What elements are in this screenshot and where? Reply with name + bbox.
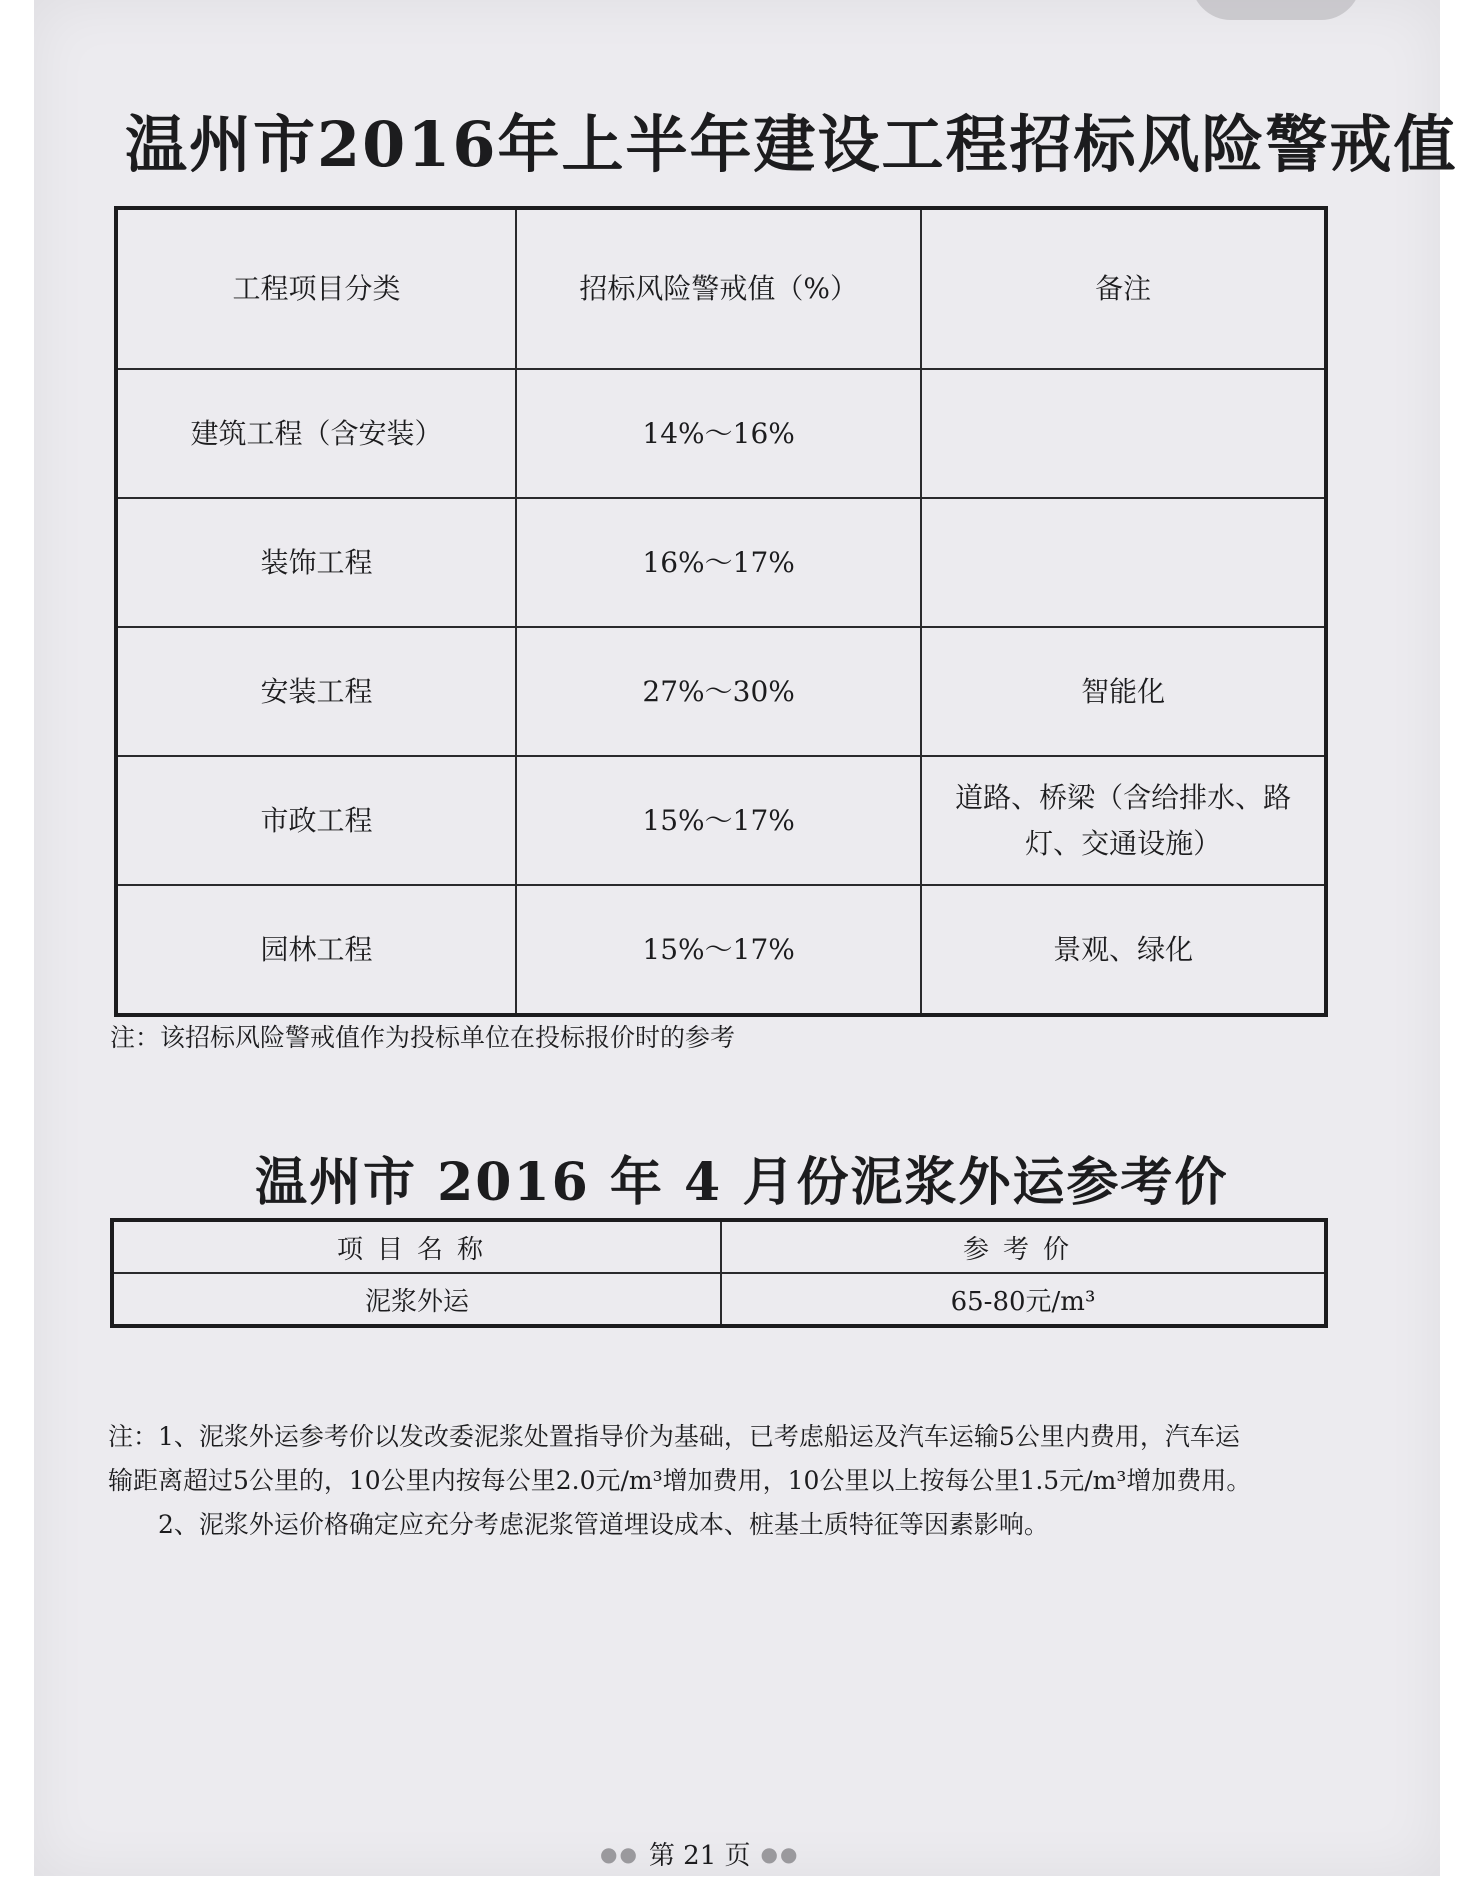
note-line: 2、泥浆外运价格确定应充分考虑泥浆管道埋设成本、桩基土质特征等因素影响。 — [158, 1510, 1049, 1539]
cell-remark: 智能化 — [921, 627, 1326, 756]
table-row — [112, 1273, 1326, 1326]
cell-price: 65-80元/m³ — [721, 1273, 1326, 1326]
cell-value: 16%～17% — [516, 498, 921, 627]
header-project-category: 工程项目分类 — [116, 208, 516, 369]
cell-category: 装饰工程 — [116, 498, 516, 627]
mud-transport-notes — [108, 1415, 1338, 1547]
table-row — [116, 369, 1326, 498]
cell-category: 园林工程 — [116, 885, 516, 1015]
table-header-row — [112, 1220, 1326, 1273]
footer-dots-icon: ●● — [760, 1841, 800, 1866]
cell-category: 安装工程 — [116, 627, 516, 756]
note-line: 输距离超过5公里的，10公里内按每公里2.0元/m³增加费用，10公里以上按每公里1.5元/m³增加费用。 — [108, 1466, 1252, 1495]
note-line: 注：1、泥浆外运参考价以发改委泥浆处置指导价为基础，已考虑船运及汽车运输5公里内费用，汽车运 — [108, 1422, 1240, 1451]
header-warning-value: 招标风险警戒值（%） — [516, 208, 921, 369]
risk-table-note: 注：该招标风险警戒值作为投标单位在投标报价时的参考 — [110, 1023, 736, 1052]
cell-remark — [921, 498, 1326, 627]
table-row — [116, 885, 1326, 1015]
table-row — [116, 756, 1326, 885]
cell-remark: 景观、绿化 — [921, 885, 1326, 1015]
cell-category: 市政工程 — [116, 756, 516, 885]
mud-transport-table — [110, 1218, 1328, 1328]
cell-remark: 道路、桥梁（含给排水、路灯、交通设施） — [921, 756, 1326, 885]
cell-value: 15%～17% — [516, 885, 921, 1015]
table-row — [116, 498, 1326, 627]
cell-value: 15%～17% — [516, 756, 921, 885]
cell-remark — [921, 369, 1326, 498]
footer-dots-icon: ●● — [600, 1841, 639, 1866]
cell-category: 建筑工程（含安装） — [116, 369, 516, 498]
table-row — [116, 627, 1326, 756]
risk-warning-table — [114, 206, 1328, 1017]
page-number: 第 21 页 — [648, 1841, 751, 1871]
cell-value: 14%～16% — [516, 369, 921, 498]
header-item-name: 项目名称 — [112, 1220, 721, 1273]
page-corner-shadow — [1191, 0, 1361, 20]
table-header-row — [116, 208, 1326, 369]
header-reference-price: 参考价 — [721, 1220, 1326, 1273]
header-remarks: 备注 — [921, 208, 1326, 369]
risk-warning-title: 温州市2016年上半年建设工程招标风险警戒值 — [125, 108, 1458, 181]
cell-item-name: 泥浆外运 — [112, 1273, 721, 1326]
cell-value: 27%～30% — [516, 627, 921, 756]
mud-transport-title: 温州市 2016 年 4 月份泥浆外运参考价 — [255, 1152, 1229, 1213]
page-footer — [600, 1835, 799, 1872]
